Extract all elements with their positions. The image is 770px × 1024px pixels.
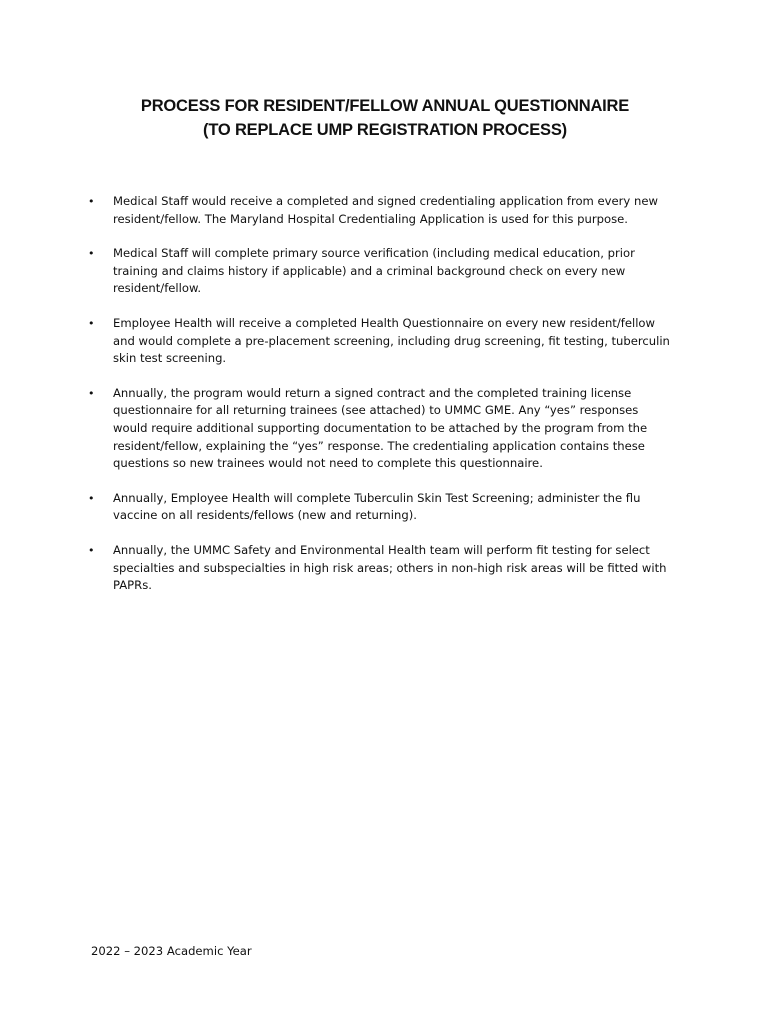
page-title bbox=[0, 94, 770, 142]
list-item bbox=[0, 193, 675, 228]
list-item-text: Medical Staff would receive a completed and signed credentialing application from every new resident/fellow. The Maryland Hospital Credentialing Application is used for this purpose. bbox=[113, 194, 658, 226]
list-item-text: Employee Health will receive a completed Health Questionnaire on every new resident/fellow and would complete a pre-placement screening, including drug screening, fit testing, tuberculin skin test screening. bbox=[113, 315, 670, 366]
list-item bbox=[0, 315, 675, 368]
title-line-2: (TO REPLACE UMP REGISTRATION PROCESS) bbox=[203, 121, 567, 139]
bullet-icon: • bbox=[88, 386, 95, 400]
bullet-icon: • bbox=[88, 316, 95, 330]
title-line-1: PROCESS FOR RESIDENT/FELLOW ANNUAL QUESTIONNAIRE bbox=[140, 97, 630, 115]
list-item bbox=[0, 490, 675, 525]
bullet-list bbox=[0, 193, 770, 595]
bullet-icon: • bbox=[88, 247, 95, 261]
footer-academic-year: 2022 – 2023 Academic Year bbox=[91, 944, 252, 958]
list-item-text: Medical Staff will complete primary source verification (including medical education, prior training and claims history if applicable) and a criminal background check on every new resident/fellow. bbox=[113, 246, 635, 296]
list-item bbox=[0, 245, 675, 298]
bullet-icon: • bbox=[88, 195, 95, 208]
list-item bbox=[0, 385, 675, 473]
list-item-text: Annually, the UMMC Safety and Environmental Health team will perform fit testing for select specialties and subspecialties in high risk areas; others in non-high risk areas will be fitted with PAPRs. bbox=[113, 542, 667, 593]
bullet-icon: • bbox=[88, 491, 95, 505]
list-item-text: Annually, the program would return a signed contract and the completed training license questionnaire for all returning trainees (see attached) to UMMC GME. Any “yes” responses would require additional supporting documentation to be attached by the program from the resident/fellow, explaining the “yes” response. The credentialing application contains these questions so new trainees would not need to complete this questionnaire. bbox=[113, 385, 648, 471]
bullet-icon: • bbox=[88, 543, 95, 557]
list-item-text: Annually, Employee Health will complete Tuberculin Skin Test Screening; administer the flu vaccine on all residents/fellows (new and returning). bbox=[113, 490, 641, 523]
list-item bbox=[0, 542, 675, 595]
